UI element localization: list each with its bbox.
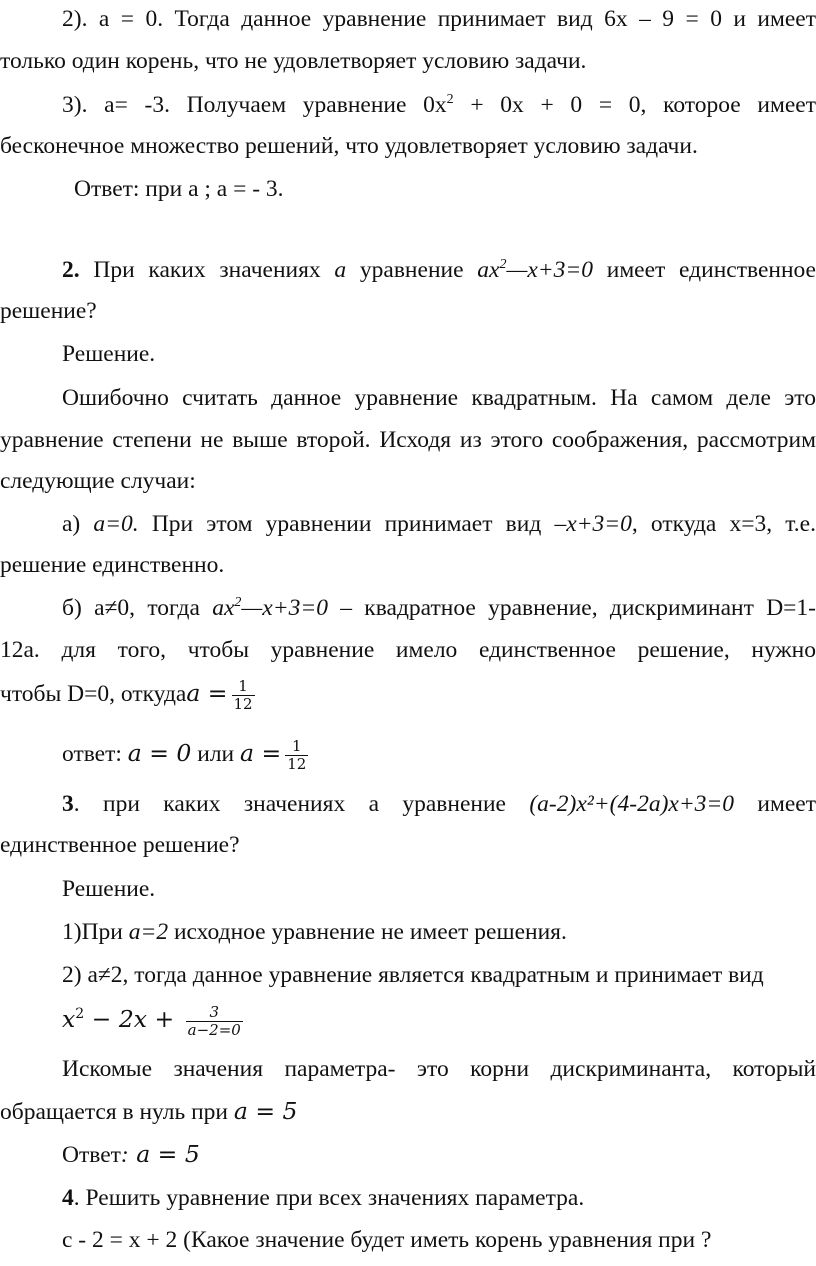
answer-2: ответ: a = 0 или a = $\frac{1}{12}$ — [62, 737, 307, 774]
case-b: б) а≠0, тогда $ах^2—х+3=0$ – квадратное уравнение, дискриминант D=1- — [62, 595, 816, 621]
answer-3: Ответ: a = 5 — [62, 1140, 200, 1168]
case-b-cont: 12а. для того, чтобы уравнение имело единственное решение, нужно — [0, 637, 816, 663]
answer-1: Ответ: при а ; а = - 3. — [74, 176, 284, 202]
problem-2-heading-cont: решение? — [0, 298, 97, 324]
line-case-3-cont: бесконечное множество решений, что удовлетворяет условию задачи. — [0, 133, 698, 159]
quadratic-form: $x^2 - 2x$ + $\frac{3}{a-2=0}$ — [62, 1003, 241, 1040]
step-2: 2) а≠2, тогда данное уравнение является квадратным и принимает вид — [62, 962, 764, 988]
text-line-1: Ошибочно считать данное уравнение квадратным. На самом деле это — [62, 385, 816, 411]
case-a: а) а=0. При этом уравнении принимает вид –х+3=0, откуда х=3, т.е. — [62, 511, 816, 537]
problem-3-heading: 3. при каких значениях а уравнение (а-2)х²+(4-2а)х+3=0 имеет — [62, 791, 816, 817]
fraction-one-twelfth-2: $\frac{1}{12}$ — [287, 737, 307, 774]
line-case-2-cont: только один корень, что не удовлетворяет условию задачи. — [0, 48, 587, 74]
roots-text-cont: обращается в нуль при a = 5 — [0, 1097, 298, 1125]
case-b-result: чтобы D=0, откудаa = $\frac{1}{12}$ — [0, 677, 253, 714]
text-line-3: следующие случаи: — [0, 468, 196, 494]
problem-4-text: с - 2 = х + 2 (Какое значение будет иметь корень уравнения при ? — [62, 1227, 712, 1253]
fraction-three-over: $\frac{3}{a-2=0}$ — [187, 1003, 241, 1040]
line-case-2: 2). а = 0. Тогда данное уравнение принимает вид 6х – 9 = 0 и имеет — [62, 6, 816, 32]
fraction-one-twelfth: $\frac{1}{12}$ — [233, 677, 253, 714]
text-line-2: уравнение степени не выше второй. Исходя из этого соображения, рассмотрим — [0, 427, 816, 453]
case-a-cont: решение единственно. — [0, 552, 225, 578]
problem-3-heading-cont: единственное решение? — [0, 832, 240, 858]
step-1: 1)При а=2 исходное уравнение не имеет решения. — [62, 919, 567, 945]
line-case-3: 3). а= -3. Получаем уравнение $0х^2 + 0х + 0 = 0$, которое имеет — [62, 92, 816, 118]
solution-label-2: Решение. — [62, 876, 156, 902]
roots-text: Искомые значения параметра- это корни дискриминанта, который — [62, 1056, 816, 1082]
solution-label-1: Решение. — [62, 341, 156, 367]
problem-2-heading: 2. При каких значениях а уравнение $ах^2—х+3=0$ имеет единственное — [62, 257, 816, 283]
problem-4-heading: 4. Решить уравнение при всех значениях параметра. — [62, 1185, 585, 1211]
